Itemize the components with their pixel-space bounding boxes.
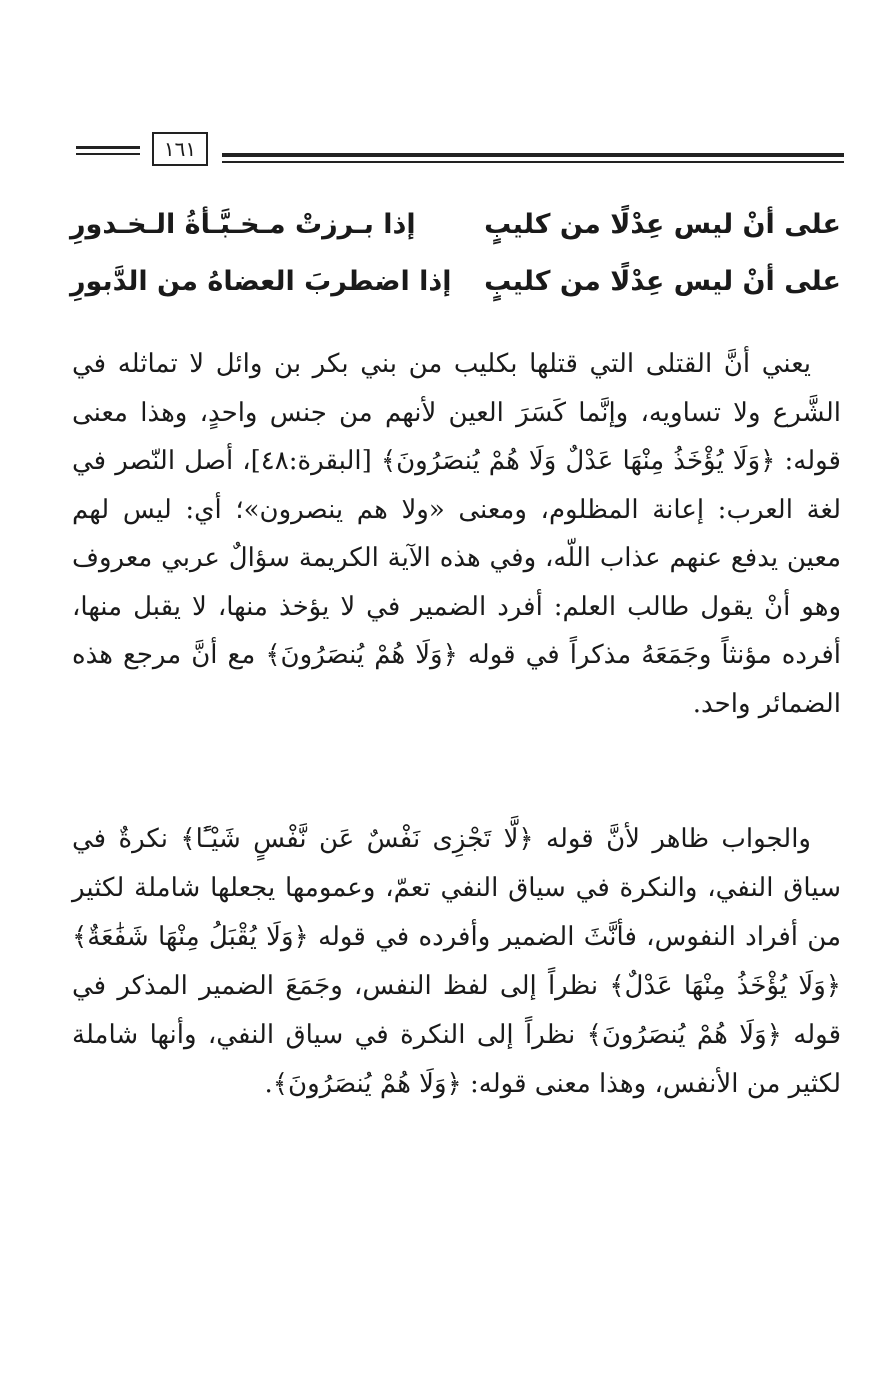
header-rule-left-thin (76, 153, 140, 155)
verse-1-second-hemistich: إذا بـرزتْ مـخـبَّـأةُ الـخـدورِ (70, 209, 416, 240)
verse-2-first-hemistich: على أنْ ليس عِدْلًا من كليبٍ (484, 266, 841, 297)
verse-2-second-hemistich: إذا اضطربَ العضاهُ من الدَّبورِ (70, 266, 452, 297)
page-number: ١٦١ (152, 132, 208, 166)
poem (70, 196, 841, 310)
verse-1-first-hemistich: على أنْ ليس عِدْلًا من كليبٍ (484, 209, 841, 240)
paragraph-2: والجواب ظاهر لأنَّ قوله ﴿لَّا تَجْزِى نَفْسٌ عَن نَّفْسٍ شَيْـًٔا﴾ نكرةٌ في سياق النفي، والنكرة في سياق النفي تعمّ، وعمومها يجعلها شاملة لكثير من أفراد النفوس، فأنَّثَ الضمير وأفرده في قوله ﴿وَلَا يُقْبَلُ مِنْهَا شَفَٰعَةٌ﴾ ﴿وَلَا يُؤْخَذُ مِنْهَا عَدْلٌ﴾ نظراً إلى لفظ النفس، وجَمَعَ الضمير المذكر في قوله ﴿وَلَا هُمْ يُنصَرُونَ﴾ نظراً إلى النكرة في سياق النفي، وأنها شاملة لكثير من الأنفس، وهذا معنى قوله: ﴿وَلَا هُمْ يُنصَرُونَ﴾. (72, 824, 841, 1099)
verse-1 (70, 196, 841, 253)
page-header (76, 128, 844, 168)
paragraph-1: يعني أنَّ القتلى التي قتلها بكليب من بني بكر بن وائل لا تماثله في الشَّرع ولا تساويه، وإنَّما كَسَرَ العين لأنهم من جنس واحدٍ، وهذا معنى قوله: ﴿وَلَا يُؤْخَذُ مِنْهَا عَدْلٌ وَلَا هُمْ يُنصَرُونَ﴾ [البقرة:٤٨]، أصل النّصر في لغة العرب: إعانة المظلوم، ومعنى «ولا هم ينصرون»؛ أي: ليس لهم معين يدفع عنهم عذاب اللّه، وفي هذه الآية الكريمة سؤالٌ عربي معروف وهو أنْ يقول طالب العلم: أفرد الضمير في لا يؤخذ منها، لا يقبل منها، أفرده مؤنثاً وجَمَعَهُ مذكراً في قوله ﴿وَلَا هُمْ يُنصَرُونَ﴾ مع أنَّ مرجع هذه الضمائر واحد. (72, 349, 841, 719)
verse-2 (70, 253, 841, 310)
header-rule-right (222, 153, 844, 157)
header-rule-right-thin (222, 161, 844, 163)
header-rule-left (76, 146, 140, 149)
